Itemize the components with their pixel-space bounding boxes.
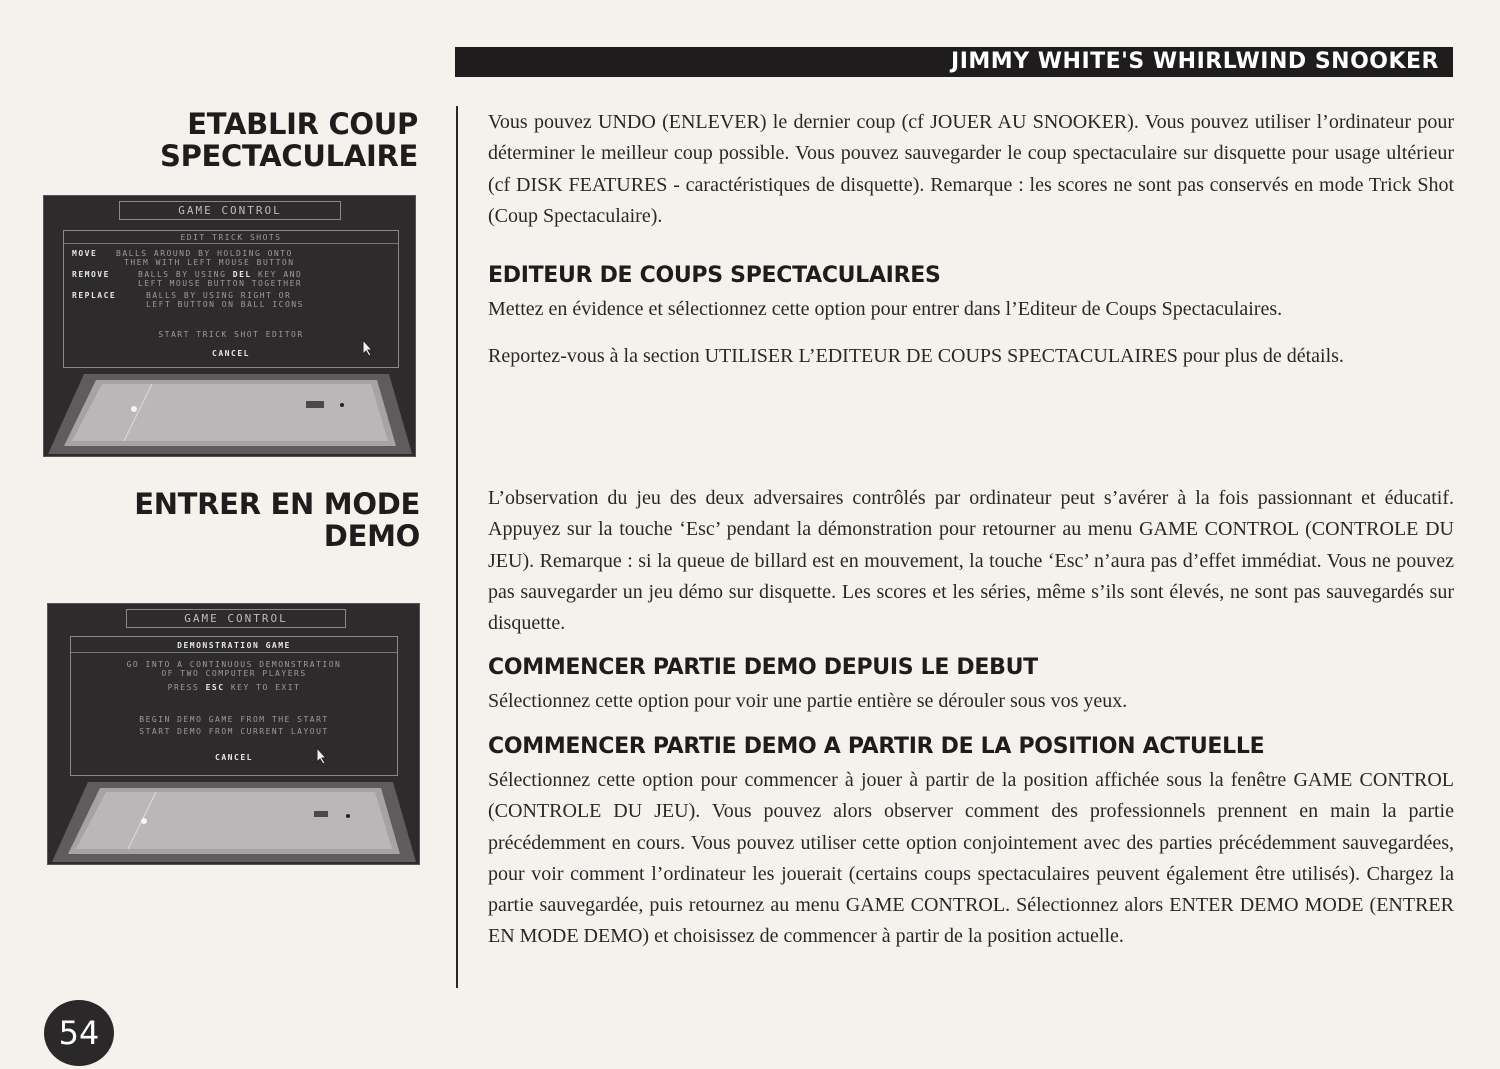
remove-text-1b: KEY AND (258, 270, 303, 279)
demonstration-game-dialog (70, 636, 398, 776)
cancel-button[interactable]: CANCEL (215, 753, 253, 762)
remove-text-1a: BALLS BY USING (138, 270, 227, 279)
intro-paragraph: Vous pouvez UNDO (ENLEVER) le dernier coup (cf JOUER AU SNOOKER). Vous pouvez utiliser l’ordinateur pour déterminer le meilleur coup possible. Vous pouvez sauvegarder le coup spectaculaire sur disquette pour usage ultérieur (cf DISK FEATURES - caractéristiques de disquette). Remarque : les scores ne sont pas conservés en mode Trick Shot (Coup Spectaculaire). (488, 111, 1454, 227)
editor-paragraph-2: Reportez-vous à la section UTILISER L’EDITEUR DE COUPS SPECTACULAIRES pour plus de détails. (488, 345, 1344, 367)
snooker-table-illustration (48, 774, 419, 864)
start-demo-current-option[interactable]: START DEMO FROM CURRENT LAYOUT (139, 727, 329, 736)
column-divider (456, 106, 458, 988)
demo-intro-paragraph: L’observation du jeu des deux adversaires contrôlés par ordinateur peut s’avérer à la fois passionnant et éducatif. Appuyez sur la touche ‘Esc’ pendant la démonstration pour retourner au menu GAME CONTROL (CONTROLE DU JEU). Remarque : si la queue de billard est en mouvement, la touche ‘Esc’ n’aura pas d’effet immédiat. Vous ne pouvez pas sauvegarder un jeu démo sur disquette. Les scores et les séries, même s’ils sont élevés, ne sont pas sauvegardés sur disquette. (488, 487, 1454, 635)
mouse-pointer-icon (316, 747, 328, 765)
esc-key: ESC (205, 683, 225, 692)
start-demo-paragraph: Sélectionnez cette option pour voir une partie entière se dérouler sous vos yeux. (488, 690, 1128, 712)
heading-trick-shot (58, 108, 418, 172)
editor-heading: EDITEUR DE COUPS SPECTACULAIRES (488, 263, 941, 288)
edit-trick-shots-dialog (63, 230, 399, 368)
dialog-title: DEMONSTRATION GAME (71, 641, 397, 653)
heading-trick-shot-line2: SPECTACULAIRE (160, 139, 418, 173)
demo-text-3a: PRESS (167, 683, 200, 692)
game-control-title: GAME CONTROL (126, 609, 346, 628)
remove-text (138, 270, 302, 279)
dialog-title: EDIT TRICK SHOTS (64, 233, 398, 244)
demo-text-3b: KEY TO EXIT (230, 683, 301, 692)
move-text-2: THEM WITH LEFT MOUSE BUTTON (124, 258, 295, 267)
header-bar (455, 47, 1453, 77)
current-position-heading: COMMENCER PARTIE DEMO A PARTIR DE LA POSITION ACTUELLE (488, 734, 1265, 759)
start-demo-heading: COMMENCER PARTIE DEMO DEPUIS LE DEBUT (488, 655, 1038, 680)
screenshot-edit-trick-shots (43, 195, 416, 457)
mouse-pointer-icon (362, 339, 374, 357)
snooker-table-illustration (44, 366, 415, 456)
header-title: JIMMY WHITE'S WHIRLWIND SNOOKER (951, 49, 1439, 74)
heading-demo-mode-line1: ENTRER EN MODE (134, 487, 420, 521)
demo-text-1: GO INTO A CONTINUOUS DEMONSTRATION (126, 660, 342, 669)
heading-trick-shot-line1: ETABLIR COUP (187, 107, 418, 141)
page-number: 54 (44, 1000, 114, 1066)
del-key: DEL (232, 270, 252, 279)
remove-text-2: LEFT MOUSE BUTTON TOGETHER (138, 279, 303, 288)
current-position-paragraph: Sélectionnez cette option pour commencer à jouer à partir de la position affichée sous la fenêtre GAME CONTROL (CONTROLE DU JEU). Vous pouvez alors observer comment des professionnels prennent en main la partie précédemment en cours. Vous pouvez utiliser cette option conjointement avec des parties précédemment sauvegardées, pour voir comment l’ordinateur les jouerait (certains coups spectaculaires peuvent également être utilisés). Chargez la partie sauvegardée, puis retournez au menu GAME CONTROL. Sélectionnez alors ENTER DEMO MODE (ENTRER EN MODE DEMO) et choisissez de commencer à partir de la position actuelle. (488, 769, 1454, 948)
heading-demo-mode-line2: DEMO (323, 519, 420, 553)
demo-text-3 (71, 683, 397, 692)
heading-demo-mode (60, 488, 420, 552)
replace-text-1: BALLS BY USING RIGHT OR (146, 291, 292, 300)
move-text-1: BALLS AROUND BY HOLDING ONTO (116, 249, 293, 258)
replace-text-2: LEFT BUTTON ON BALL ICONS (146, 300, 304, 309)
demo-text-2: OF TWO COMPUTER PLAYERS (161, 669, 307, 678)
move-label: MOVE (72, 249, 98, 258)
replace-label: REPLACE (72, 291, 117, 300)
editor-paragraph-1: Mettez en évidence et sélectionnez cette option pour entrer dans l’Editeur de Coups Spectaculaires. (488, 298, 1283, 320)
game-control-title: GAME CONTROL (119, 201, 341, 220)
start-trick-shot-editor-option[interactable]: START TRICK SHOT EDITOR (158, 330, 304, 339)
remove-label: REMOVE (72, 270, 110, 279)
cancel-button[interactable]: CANCEL (212, 349, 250, 358)
begin-demo-option[interactable]: BEGIN DEMO GAME FROM THE START (139, 715, 329, 724)
screenshot-demonstration-game (47, 603, 420, 865)
